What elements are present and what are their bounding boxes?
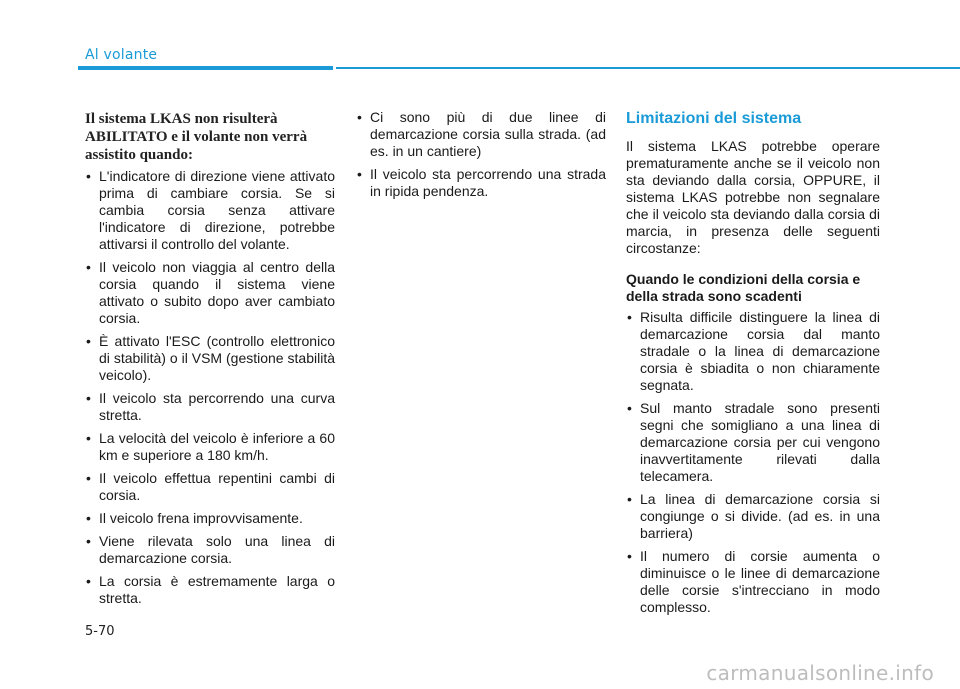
lkas-disabled-list [85,168,335,607]
poor-road-conditions-list [626,309,880,616]
list-item: • La corsia è estremamente larga o stretta. [85,573,335,607]
list-item: • Viene rilevata solo una linea di demarcazione corsia. [85,533,335,567]
page-number: 5-70 [85,624,115,639]
header-rule-thin [336,67,960,69]
list-item: • Sul manto stradale sono presenti segni che somigliano a una linea di demarcazione corsia per cui vengono inavvertitamente rilevati dalla telecamera. [626,400,880,485]
list-item: • L'indicatore di direzione viene attivato prima di cambiare corsia. Se si cambia corsia senza attivare l'indicatore di direzione, potrebbe attivarsi il controllo del volante. [85,168,335,253]
list-item: • È attivato l'ESC (controllo elettronico di stabilità) o il VSM (gestione stabilità veicolo). [85,333,335,384]
watermark: carmanualsonline.info [706,661,934,685]
list-item: • Il numero di corsie aumenta o diminuisce o le linee di demarcazione delle corsie s'intrecciano in modo complesso. [626,548,880,616]
header-rule-thick [78,66,333,70]
section-header: Al volante [85,47,158,63]
list-item: • La linea di demarcazione corsia si congiunge o si divide. (ad es. in una barriera) [626,491,880,542]
column-3 [626,110,880,622]
poor-road-conditions-subheading: Quando le condizioni della corsia e della strada sono scadenti [626,271,861,304]
list-item: • Il veicolo sta percorrendo una curva stretta. [85,390,335,424]
list-item: • Ci sono più di due linee di demarcazione corsia sulla strada. (ad es. in un cantiere) [356,109,606,160]
column-1 [85,110,335,613]
lkas-disabled-heading: Il sistema LKAS non risulterà ABILITATO e il volante non verrà assistito quando: [85,111,308,163]
system-limitations-title: Limitazioni del sistema [626,110,802,127]
column-2 [356,109,606,206]
list-item: • Il veicolo non viaggia al centro della corsia quando il sistema viene attivato o subito dopo aver cambiato corsia. [85,259,335,327]
list-item: • La velocità del veicolo è inferiore a 60 km e superiore a 180 km/h. [85,430,335,464]
system-limitations-intro: Il sistema LKAS potrebbe operare prematuramente anche se il veicolo non sta deviando dalla corsia, OPPURE, il sistema LKAS potrebbe non segnalare che il veicolo sta deviando dalla corsia di marcia, in presenza delle seguenti circostanze: [626,138,880,256]
list-item: • Il veicolo frena improvvisamente. [85,510,335,527]
list-item: • Il veicolo sta percorrendo una strada in ripida pendenza. [356,166,606,200]
lkas-disabled-list-continued [356,109,606,200]
list-item: • Il veicolo effettua repentini cambi di corsia. [85,470,335,504]
list-item: • Risulta difficile distinguere la linea di demarcazione corsia dal manto stradale o la linea di demarcazione corsia è sbiadita o non chiaramente segnata. [626,309,880,394]
